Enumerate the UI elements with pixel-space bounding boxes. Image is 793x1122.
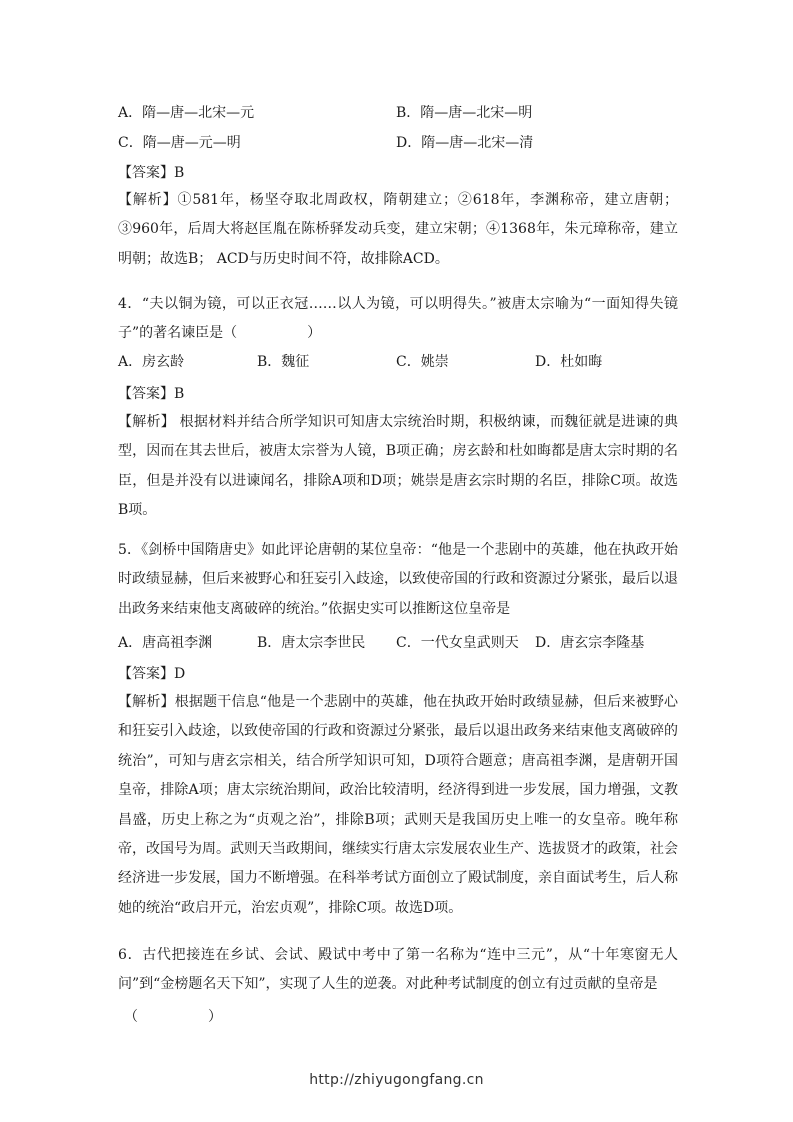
q4-option-d: D．杜如晦 (535, 354, 603, 370)
footer-url[interactable]: http://zhiyugongfang.cn (309, 1072, 484, 1088)
q5-option-c: C．一代女皇武则天 (396, 635, 519, 651)
q3-analysis: 【解析】①581年，杨坚夺取北周政权，隋朝建立；②618年，李渊称帝，建立唐朝；③960年，后周大将赵匡胤在陈桥驿发动兵变，建立宋朝；④1368年，朱元璋称帝，建立明朝；故选B； ACD与历史时间不符，故排除ACD。 (118, 192, 678, 267)
q4-analysis: 【解析】 根据材料并结合所学知识可知唐太宗统治时期，积极纳谏，而魏征就是进谏的典型，因而在其去世后，被唐太宗誉为人镜，B项正确；房玄龄和杜如晦都是唐太宗时期的名臣，但是并没有以进谏闻名，排除A项和D项；姚崇是唐玄宗时期的名臣，排除C项。故选B项。 (118, 414, 678, 519)
q3-option-b: B．隋—唐—北宋—明 (396, 105, 533, 121)
q5-analysis: 【解析】根据题干信息“他是一个悲剧中的英雄，他在执政开始时政绩显赫，但后来被野心和狂妄引入歧途，以致使帝国的行政和资源过分紧张，最后以退出政务来结束他支离破碎的统治”，可知与唐玄宗相关，结合所学知识可知，D项符合题意；唐高祖李渊，是唐朝开国皇帝，排除A项；唐太宗统治期间，政治比较清明，经济得到进一步发展，国力增强，文教昌盛，历史上称之为“贞观之治”，排除B项；武则天是我国历史上唯一的女皇帝。晚年称帝，改国号为周。武则天当政期间，继续实行唐太宗发展农业生产、选拔贤才的政策，社会经济进一步发展，国力不断增强。在科举考试方面创立了殿试制度，亲自面试考生，后人称她的统治“政启开元，治宏贞观”，排除C项。故选D项。 (118, 694, 678, 916)
q3-option-a: A．隋—唐—北宋—元 (118, 105, 255, 121)
q4-stem: 4．“夫以铜为镜，可以正衣冠……以人为镜，可以明得失。”被唐太宗喻为“一面知得失镜子”的著名谏臣是（ ） (118, 296, 678, 342)
q5-option-d: D．唐玄宗李隆基 (535, 635, 645, 651)
q3-option-c: C．隋—唐—元—明 (118, 135, 241, 151)
q4-answer: 【答案】B (118, 386, 185, 402)
q5-answer: 【答案】D (118, 666, 186, 682)
q6-answer-blank: （ ） (124, 1009, 222, 1025)
q3-answer: 【答案】B (118, 165, 185, 181)
q5-option-a: A．唐高祖李渊 (118, 635, 213, 651)
q4-option-a: A．房玄龄 (118, 354, 185, 370)
q5-option-b: B．唐太宗李世民 (257, 635, 366, 651)
q5-stem: 5．《剑桥中国隋唐史》如此评论唐朝的某位皇帝：“他是一个悲剧中的英雄，他在执政开始时政绩显赫，但后来被野心和狂妄引入歧途，以致使帝国的行政和资源过分紧张，最后以退出政务来结束他支离破碎的统治。”依据史实可以推断这位皇帝是 (118, 542, 678, 617)
q6-stem: 6．古代把接连在乡试、会试、殿试中考中了第一名称为“连中三元”，从“十年寒窗无人问”到“金榜题名天下知”，实现了人生的逆袭。对此种考试制度的创立有过贡献的皇帝是 (118, 947, 678, 993)
q3-option-d: D．隋—唐—北宋—清 (396, 135, 534, 151)
q4-option-c: C．姚崇 (396, 354, 449, 370)
q4-option-b: B．魏征 (257, 354, 310, 370)
